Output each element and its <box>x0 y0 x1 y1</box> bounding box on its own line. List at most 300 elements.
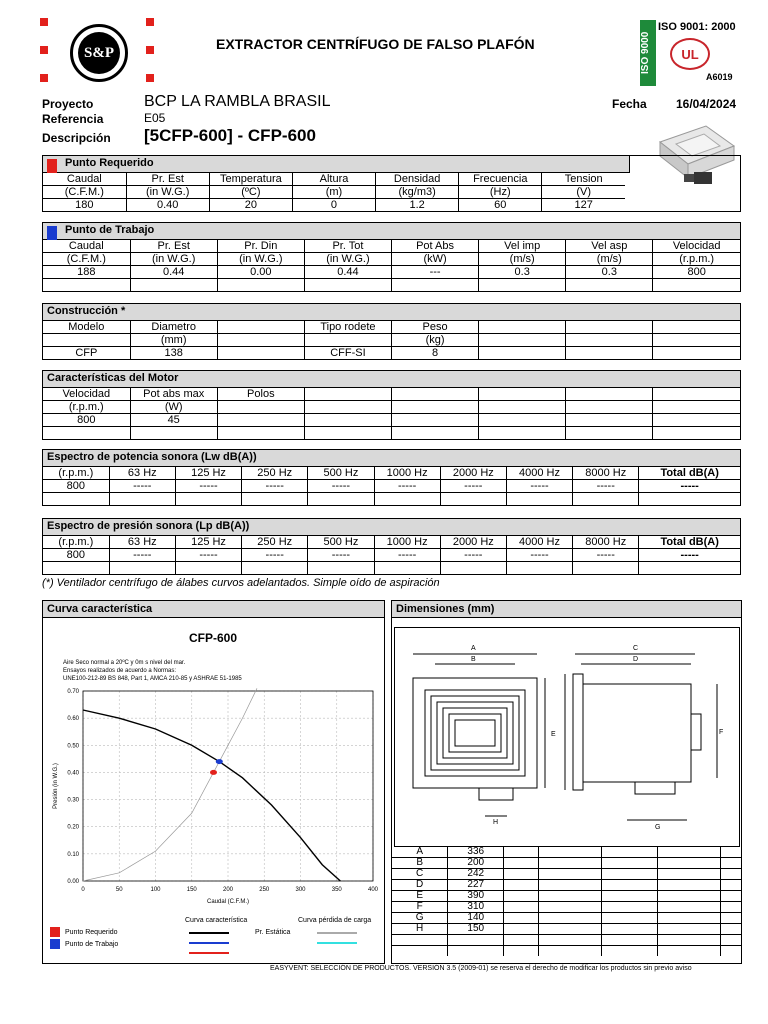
motor-headers2-cell <box>217 401 304 414</box>
dim-value-cell: 242 <box>448 869 504 880</box>
dim-value-cell: 310 <box>448 902 504 913</box>
motor-values-cell <box>566 414 653 427</box>
legend-line-black <box>189 932 229 934</box>
legend-line-red <box>189 952 229 954</box>
dim-label-g: G <box>655 824 661 831</box>
empty-cell <box>504 880 539 891</box>
punto-trabajo-headers2-cell: (in W.G.) <box>130 253 217 266</box>
empty-cell <box>657 880 720 891</box>
construccion-section <box>42 303 741 360</box>
required-marker-icon <box>47 159 57 173</box>
presion-sonora-values-cell: ----- <box>175 549 241 562</box>
system-curve-line <box>83 688 257 881</box>
empty-cell <box>601 880 657 891</box>
dim-label-f: F <box>719 729 724 736</box>
empty-cell <box>657 847 720 858</box>
empty-cell <box>374 493 440 506</box>
legend-curva-caracteristica: Curva característica <box>185 917 248 924</box>
punto-trabajo-headers1-cell: Caudal <box>43 240 130 253</box>
punto-requerido-headers1-cell: Caudal <box>43 173 126 186</box>
empty-cell <box>504 902 539 913</box>
punto-trabajo-headers2-cell: (m/s) <box>566 253 653 266</box>
punto-requerido-values-cell: 0.40 <box>126 199 209 212</box>
motor-values-cell: 800 <box>43 414 130 427</box>
empty-cell <box>43 493 109 506</box>
construccion-headers1-cell <box>217 321 304 334</box>
empty-cell <box>479 427 566 440</box>
presion-sonora-headers-cell: 4000 Hz <box>506 536 572 549</box>
potencia-sonora-values-cell: ----- <box>374 480 440 493</box>
presion-sonora-values-cell: ----- <box>573 549 639 562</box>
work-point <box>216 759 223 764</box>
motor-values-cell <box>217 414 304 427</box>
empty-cell <box>720 935 741 946</box>
empty-cell <box>653 427 740 440</box>
required-point <box>210 770 217 775</box>
punto-trabajo-headers2-cell: (m/s) <box>479 253 566 266</box>
potencia-sonora-headers-cell: (r.p.m.) <box>43 467 109 480</box>
y-tick-label: 0.60 <box>67 716 79 723</box>
empty-cell <box>566 427 653 440</box>
punto-trabajo-values-cell: --- <box>392 266 479 279</box>
punto-trabajo-values-cell: 188 <box>43 266 130 279</box>
dim-value-cell: 140 <box>448 913 504 924</box>
empty-cell <box>720 891 741 902</box>
empty-cell <box>601 858 657 869</box>
empty-cell <box>504 935 539 946</box>
x-tick-label: 100 <box>150 887 161 893</box>
presion-sonora-title: Espectro de presión sonora (Lp dB(A)) <box>43 519 740 536</box>
empty-cell <box>539 880 602 891</box>
dim-key-cell: H <box>392 924 448 935</box>
chart-title: CFP-600 <box>189 631 238 645</box>
construccion-headers2-cell <box>479 334 566 347</box>
potencia-sonora-section <box>42 449 741 506</box>
punto-requerido-headers1-cell: Pr. Est <box>126 173 209 186</box>
construccion-headers1-cell: Peso <box>392 321 479 334</box>
empty-cell <box>720 869 741 880</box>
potencia-sonora-headers-cell: 2000 Hz <box>440 467 506 480</box>
empty-cell <box>308 562 374 575</box>
motor-headers1-cell: Velocidad <box>43 388 130 401</box>
punto-trabajo-headers1-cell: Velocidad <box>653 240 740 253</box>
performance-chart <box>43 681 383 905</box>
punto-trabajo-section <box>42 222 741 292</box>
chart-notes <box>63 659 242 683</box>
empty-cell <box>448 946 504 957</box>
empty-cell <box>566 279 653 292</box>
punto-requerido-table <box>43 173 625 211</box>
empty-cell <box>506 493 572 506</box>
y-tick-label: 0.10 <box>67 851 79 858</box>
empty-cell <box>479 279 566 292</box>
empty-cell <box>130 427 217 440</box>
punto-trabajo-values-cell: 0.44 <box>130 266 217 279</box>
empty-cell <box>175 493 241 506</box>
potencia-sonora-table <box>43 467 740 505</box>
punto-requerido-headers2-cell: (m) <box>292 186 375 199</box>
empty-cell <box>539 935 602 946</box>
motor-values-cell <box>479 414 566 427</box>
construccion-headers2-cell: (mm) <box>130 334 217 347</box>
potencia-sonora-values-cell: ----- <box>573 480 639 493</box>
presion-sonora-values-cell: ----- <box>639 549 740 562</box>
motor-values-cell <box>304 414 391 427</box>
punto-requerido-headers1-cell: Temperatura <box>209 173 292 186</box>
construccion-values-cell: 138 <box>130 347 217 360</box>
empty-cell <box>639 493 740 506</box>
construccion-headers1-cell <box>653 321 740 334</box>
legend-work-swatch <box>50 939 60 949</box>
presion-sonora-table <box>43 536 740 574</box>
presion-sonora-values-cell: ----- <box>506 549 572 562</box>
potencia-sonora-headers-cell: Total dB(A) <box>639 467 740 480</box>
punto-trabajo-headers1-cell: Vel asp <box>566 240 653 253</box>
empty-cell <box>601 924 657 935</box>
empty-cell <box>448 935 504 946</box>
potencia-sonora-values-cell: ----- <box>639 480 740 493</box>
cert-code: A6019 <box>706 72 733 82</box>
construccion-headers2-cell <box>304 334 391 347</box>
empty-cell <box>657 858 720 869</box>
empty-cell <box>175 562 241 575</box>
potencia-sonora-values-cell: 800 <box>43 480 109 493</box>
empty-cell <box>539 847 602 858</box>
empty-cell <box>43 427 130 440</box>
proyecto-label: Proyecto <box>42 97 94 111</box>
presion-sonora-headers-cell: 8000 Hz <box>573 536 639 549</box>
dim-key-cell: B <box>392 858 448 869</box>
empty-cell <box>440 562 506 575</box>
potencia-sonora-values-cell: ----- <box>440 480 506 493</box>
empty-cell <box>657 924 720 935</box>
legend-line-blue <box>189 942 229 944</box>
punto-requerido-values-cell: 60 <box>459 199 542 212</box>
punto-requerido-values-cell: 20 <box>209 199 292 212</box>
document-title: EXTRACTOR CENTRÍFUGO DE FALSO PLAFÓN <box>216 36 535 52</box>
y-tick-label: 0.40 <box>67 770 79 777</box>
logo-text: S&P <box>78 32 120 74</box>
motor-headers2-cell: (r.p.m.) <box>43 401 130 414</box>
presion-sonora-values-cell: ----- <box>242 549 308 562</box>
punto-requerido-headers2-cell: (ºC) <box>209 186 292 199</box>
punto-requerido-values-cell: 1.2 <box>376 199 459 212</box>
dim-value-cell: 150 <box>448 924 504 935</box>
empty-cell <box>392 279 479 292</box>
dim-label-e: E <box>551 731 556 738</box>
potencia-sonora-headers-cell: 1000 Hz <box>374 467 440 480</box>
potencia-sonora-headers-cell: 500 Hz <box>308 467 374 480</box>
presion-sonora-headers-cell: 500 Hz <box>308 536 374 549</box>
chart-note-3: UNE100-212-89 BS 848, Part 1, AMCA 210-85 y ASHRAE 51-1985 <box>63 676 242 682</box>
empty-cell <box>43 562 109 575</box>
potencia-sonora-headers-cell: 125 Hz <box>175 467 241 480</box>
empty-cell <box>539 924 602 935</box>
motor-headers1-cell <box>479 388 566 401</box>
potencia-sonora-values-cell: ----- <box>175 480 241 493</box>
construccion-headers1-cell: Tipo rodete <box>304 321 391 334</box>
potencia-sonora-values-cell: ----- <box>308 480 374 493</box>
punto-requerido-headers2-cell: (kg/m3) <box>376 186 459 199</box>
x-tick-label: 300 <box>295 887 306 893</box>
empty-cell <box>539 913 602 924</box>
motor-values-cell <box>392 414 479 427</box>
motor-headers2-cell <box>479 401 566 414</box>
motor-headers2-cell <box>304 401 391 414</box>
potencia-sonora-headers-cell: 63 Hz <box>109 467 175 480</box>
punto-requerido-headers1-cell: Frecuencia <box>459 173 542 186</box>
punto-trabajo-values-cell: 0.3 <box>479 266 566 279</box>
punto-requerido-headers1-cell: Altura <box>292 173 375 186</box>
dim-value-cell: 200 <box>448 858 504 869</box>
construccion-values-cell: 8 <box>392 347 479 360</box>
x-tick-label: 400 <box>367 887 379 893</box>
x-axis-label: Caudal (C.F.M.) <box>206 899 250 905</box>
motor-headers2-cell <box>653 401 740 414</box>
empty-cell <box>657 913 720 924</box>
chart-note-2: Ensayos realizados de acuerdo a Normas: <box>63 668 177 674</box>
dim-label-h: H <box>493 819 499 826</box>
empty-cell <box>573 493 639 506</box>
empty-cell <box>539 858 602 869</box>
motor-table <box>43 388 740 439</box>
construccion-values-cell <box>566 347 653 360</box>
y-tick-label: 0.30 <box>67 797 79 804</box>
proyecto-value: BCP LA RAMBLA BRASIL <box>144 93 331 110</box>
empty-cell <box>601 902 657 913</box>
dim-label-d: D <box>633 656 639 663</box>
empty-cell <box>130 279 217 292</box>
y-tick-label: 0.70 <box>67 689 79 695</box>
legend-pr-estatica: Pr. Estática <box>255 929 291 936</box>
referencia-value: E05 <box>144 111 166 125</box>
punto-trabajo-headers1-cell: Pr. Est <box>130 240 217 253</box>
legend-punto-trabajo: Punto de Trabajo <box>65 941 119 948</box>
empty-cell <box>374 562 440 575</box>
empty-cell <box>504 847 539 858</box>
ul-logo-icon: UL <box>670 38 710 70</box>
punto-trabajo-title: Punto de Trabajo <box>43 223 740 240</box>
empty-cell <box>539 946 602 957</box>
presion-sonora-headers-cell: Total dB(A) <box>639 536 740 549</box>
punto-trabajo-headers2-cell: (in W.G.) <box>304 253 391 266</box>
presion-sonora-values-cell: ----- <box>109 549 175 562</box>
motor-section <box>42 370 741 440</box>
construccion-values-cell <box>479 347 566 360</box>
presion-sonora-values-cell: 800 <box>43 549 109 562</box>
legend-punto-requerido: Punto Requerido <box>65 929 118 936</box>
empty-cell <box>539 891 602 902</box>
punto-requerido-values-cell: 0 <box>292 199 375 212</box>
dim-value-cell: 336 <box>448 847 504 858</box>
empty-cell <box>308 493 374 506</box>
motor-headers2-cell <box>566 401 653 414</box>
construccion-headers2-cell <box>217 334 304 347</box>
descripcion-value: [5CFP-600] - CFP-600 <box>144 126 316 145</box>
motor-title: Características del Motor <box>43 371 740 388</box>
dim-label-a: A <box>471 645 476 652</box>
x-tick-label: 350 <box>331 887 342 893</box>
empty-cell <box>657 902 720 913</box>
punto-requerido-headers1-cell: Tension <box>542 173 625 186</box>
punto-requerido-headers2-cell: (V) <box>542 186 625 199</box>
construccion-headers2-cell <box>653 334 740 347</box>
empty-cell <box>657 891 720 902</box>
empty-cell <box>217 279 304 292</box>
empty-cell <box>720 858 741 869</box>
empty-cell <box>657 935 720 946</box>
dimension-drawing <box>394 627 740 847</box>
construccion-values-cell: CFP <box>43 347 130 360</box>
presion-sonora-headers-cell: (r.p.m.) <box>43 536 109 549</box>
empty-cell <box>653 279 740 292</box>
x-tick-label: 200 <box>222 887 234 893</box>
motor-headers1-cell <box>653 388 740 401</box>
empty-cell <box>392 935 448 946</box>
construccion-headers1-cell <box>566 321 653 334</box>
empty-cell <box>601 913 657 924</box>
work-marker-icon <box>47 226 57 240</box>
empty-cell <box>601 869 657 880</box>
empty-cell <box>601 935 657 946</box>
dimensiones-panel-title: Dimensiones (mm) <box>392 601 741 618</box>
empty-cell <box>217 427 304 440</box>
punto-requerido-values-cell: 127 <box>574 199 593 211</box>
x-tick-label: 50 <box>115 887 123 893</box>
x-tick-label: 150 <box>186 887 197 893</box>
iso-strip: ISO 9000 <box>640 20 656 86</box>
motor-headers2-cell: (W) <box>130 401 217 414</box>
empty-cell <box>392 427 479 440</box>
y-tick-label: 0.20 <box>67 824 79 831</box>
punto-trabajo-table <box>43 240 740 291</box>
construccion-headers1-cell: Diametro <box>130 321 217 334</box>
dim-key-cell: D <box>392 880 448 891</box>
empty-cell <box>573 562 639 575</box>
empty-cell <box>504 858 539 869</box>
punto-requerido-headers1-cell: Densidad <box>376 173 459 186</box>
dim-label-c: C <box>633 645 639 652</box>
empty-cell <box>539 902 602 913</box>
construccion-headers2-cell <box>566 334 653 347</box>
empty-cell <box>506 562 572 575</box>
legend-required-swatch <box>50 927 60 937</box>
punto-trabajo-headers1-cell: Pot Abs <box>392 240 479 253</box>
fecha-label: Fecha <box>612 97 647 111</box>
presion-sonora-headers-cell: 63 Hz <box>109 536 175 549</box>
x-tick-label: 250 <box>259 887 270 893</box>
empty-cell <box>657 946 720 957</box>
y-axis-label: Presión (in W.G.) <box>53 763 59 809</box>
construccion-headers1-cell: Modelo <box>43 321 130 334</box>
empty-cell <box>304 279 391 292</box>
punto-trabajo-values-cell: 0.44 <box>304 266 391 279</box>
empty-cell <box>392 946 448 957</box>
presion-sonora-section <box>42 518 741 575</box>
motor-headers1-cell: Pot abs max <box>130 388 217 401</box>
punto-trabajo-headers1-cell: Pr. Tot <box>304 240 391 253</box>
empty-cell <box>539 869 602 880</box>
potencia-sonora-headers-cell: 8000 Hz <box>573 467 639 480</box>
footnote: (*) Ventilador centrífugo de álabes curvos adelantados. Simple oído de aspiración <box>42 577 440 589</box>
construccion-headers2-cell: (kg) <box>392 334 479 347</box>
curva-panel <box>42 600 385 964</box>
motor-headers1-cell <box>566 388 653 401</box>
empty-cell <box>601 946 657 957</box>
referencia-label: Referencia <box>42 112 104 126</box>
punto-requerido-title: Punto Requerido <box>43 156 630 173</box>
construccion-values-cell: CFF-SI <box>304 347 391 360</box>
y-tick-label: 0.50 <box>67 743 79 750</box>
iso-label: ISO 9001: 2000 <box>658 21 736 33</box>
company-logo <box>40 18 154 82</box>
dim-value-cell: 227 <box>448 880 504 891</box>
potencia-sonora-values-cell: ----- <box>242 480 308 493</box>
presion-sonora-values-cell: ----- <box>308 549 374 562</box>
construccion-values-cell <box>217 347 304 360</box>
construccion-headers2-cell <box>43 334 130 347</box>
punto-requerido-headers2-cell: (C.F.M.) <box>43 186 126 199</box>
motor-headers1-cell: Polos <box>217 388 304 401</box>
empty-cell <box>504 946 539 957</box>
potencia-sonora-headers-cell: 4000 Hz <box>506 467 572 480</box>
empty-cell <box>504 913 539 924</box>
y-tick-label: 0.00 <box>67 879 79 885</box>
empty-cell <box>657 869 720 880</box>
potencia-sonora-values-cell: ----- <box>506 480 572 493</box>
motor-headers2-cell <box>392 401 479 414</box>
construccion-values-cell <box>653 347 740 360</box>
empty-cell <box>601 847 657 858</box>
empty-cell <box>720 946 741 957</box>
empty-cell <box>109 493 175 506</box>
empty-cell <box>242 562 308 575</box>
legend-curva-perdida: Curva pérdida de carga <box>298 917 372 924</box>
dim-value-cell: 390 <box>448 891 504 902</box>
punto-requerido-values-cell: 180 <box>43 199 126 212</box>
motor-values-cell: 45 <box>130 414 217 427</box>
dim-key-cell: G <box>392 913 448 924</box>
motor-values-cell <box>653 414 740 427</box>
potencia-sonora-values-cell: ----- <box>109 480 175 493</box>
fecha-value: 16/04/2024 <box>676 97 737 111</box>
empty-cell <box>440 493 506 506</box>
dim-key-cell: C <box>392 869 448 880</box>
dim-key-cell: F <box>392 902 448 913</box>
potencia-sonora-headers-cell: 250 Hz <box>242 467 308 480</box>
legend-line-gray <box>317 932 357 934</box>
empty-cell <box>304 427 391 440</box>
punto-trabajo-headers1-cell: Vel imp <box>479 240 566 253</box>
punto-trabajo-values-cell: 0.00 <box>217 266 304 279</box>
empty-cell <box>639 562 740 575</box>
construccion-title: Construcción * <box>43 304 740 321</box>
footer-note: EASYVENT: SELECCIÓN DE PRODUCTOS. VERSIÓN 3.5 (2009-01) se reserva el derecho de modificar los productos sin previo aviso <box>270 965 692 972</box>
fan-curve-line <box>83 710 340 881</box>
potencia-sonora-title: Espectro de potencia sonora (Lw dB(A)) <box>43 450 740 467</box>
presion-sonora-headers-cell: 250 Hz <box>242 536 308 549</box>
construccion-headers1-cell <box>479 321 566 334</box>
construccion-table <box>43 321 740 359</box>
punto-trabajo-headers2-cell: (r.p.m.) <box>653 253 740 266</box>
presion-sonora-headers-cell: 125 Hz <box>175 536 241 549</box>
empty-cell <box>720 913 741 924</box>
empty-cell <box>720 847 741 858</box>
empty-cell <box>109 562 175 575</box>
punto-trabajo-headers2-cell: (in W.G.) <box>217 253 304 266</box>
punto-requerido-headers2-cell: (Hz) <box>459 186 542 199</box>
empty-cell <box>601 891 657 902</box>
